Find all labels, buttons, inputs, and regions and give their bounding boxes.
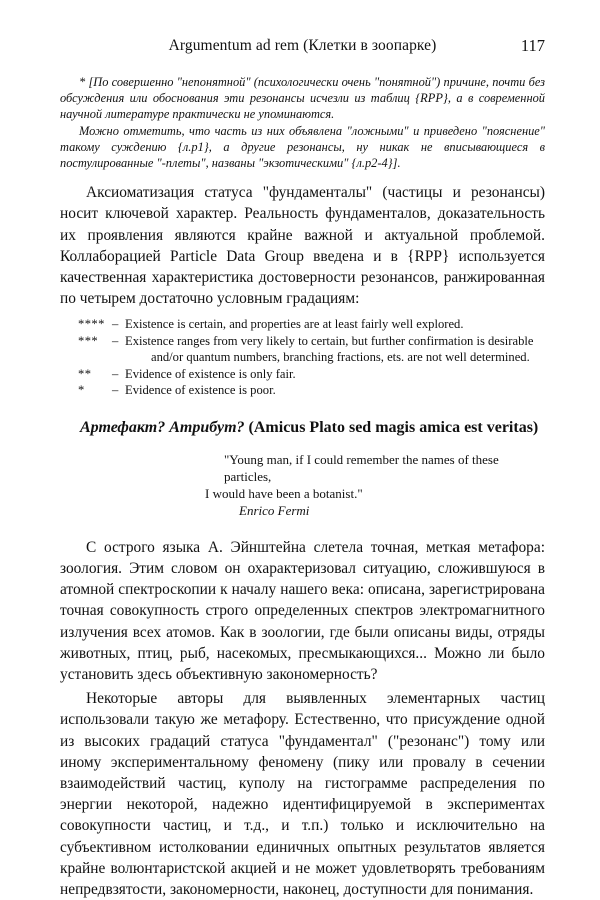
paragraph-authors: Некоторые авторы для выявленных элементарных частиц использовали такую же метафору. Естественно, что присуждение одной из высоких градаций статуса "фундаментал" ("резонанс") тому или иному экспериментальному феномену (пику или провалу в сечении взаимодействий частиц, куполу на гистограмме распределения по энергии некоторой, надежно идентифицируемой в экспериментах совокупности частиц, и т.д., и т.п.) только и исключительно на субъективном истолковании единичных опытных результатов является крайне волюнтаристской акцией и не может удовлетворять требованиям непредвзятости, закономерности, наконец, доступности для понимания.	[60, 690, 545, 899]
grade-row	[60, 316, 545, 332]
text-column	[60, 74, 545, 900]
running-head-title: Argumentum ad rem (Клетки в зоопарке)	[168, 37, 437, 54]
epigraph-line-1: "Young man, if I could remember the names of these particles,	[224, 452, 499, 485]
paragraph-axiomatization: Аксиоматизация статуса "фундаменталы" (частицы и резонансы) носит ключевой характер. Реальность фундаменталов, доказательность их проявления являются крайне важной и актуальной проблемой. Коллаборацией Particle Data Group введена и в {RPP} используется качественная характеристика достоверности резонансов, ранжированная по четырем достаточно условным градациям:	[60, 184, 545, 308]
epigraph-line-2: I would have been a botanist."	[205, 485, 363, 501]
page-number: 117	[520, 36, 545, 55]
grade-row	[60, 382, 545, 398]
epigraph-attribution: Enrico Fermi	[239, 503, 310, 519]
grade-text: Evidence of existence is only fair.	[125, 366, 296, 381]
section-heading	[60, 417, 545, 438]
grade-dash: –	[112, 383, 119, 398]
grade-row	[60, 366, 545, 382]
grade-stars: *	[78, 383, 85, 398]
grade-list	[60, 316, 545, 398]
grade-stars: **	[78, 366, 92, 381]
grade-dash: –	[112, 333, 119, 348]
grade-row	[60, 333, 545, 366]
footnote-paragraph-2: Можно отметить, что часть из них объявлена "ложными" и приведено "пояснение" такому суждению {л.p1}, а другие резонансы, ну никак не вписывающиеся в постулированные "-плеты", названы "экзотическими" {л.p2-4}].	[60, 123, 545, 171]
grade-text-line: Existence ranges from very likely to certain, but further confirmation is desirable	[125, 333, 534, 348]
footnote-paragraph-1: * [По совершенно "непонятной" (психологически очень "понятной") причине, почти без обсуждения или обоснования эти резонансы исчезли из таблиц {RPP}, а в современной научной литературе практически не упоминаются.	[60, 75, 545, 122]
grade-text-continuation: and/or quantum numbers, branching fractions, ets. are not well determined.	[151, 350, 530, 365]
grade-dash: –	[112, 366, 119, 381]
epigraph	[60, 452, 545, 519]
grade-text	[125, 333, 545, 366]
section-heading-cyrillic: Артефакт? Атрибут?	[80, 419, 245, 437]
paragraph-einstein: С острого языка А. Эйнштейна слетела точная, меткая метафора: зоология. Этим словом он охарактеризовал ситуацию, сложившуюся в атомной спектроскопии к началу нашего века: описана, зарегистрирована точная совокупность строго определенных спектров электромагнитного излучения всех атомов. Как в зоологии, где были описаны виды, отряды животных, птиц, рыб, насекомых, пресмыкающихся... Можно ли было установить здесь объективную закономерность?	[60, 538, 545, 684]
footnote-block	[60, 74, 545, 171]
grade-text: Evidence of existence is poor.	[125, 383, 276, 398]
grade-stars: ***	[78, 333, 99, 348]
section-heading-latin: (Amicus Plato sed magis amica est veritas)	[248, 419, 539, 437]
grade-dash: –	[112, 317, 119, 332]
grade-text: Existence is certain, and properties are at least fairly well explored.	[125, 317, 464, 332]
grade-stars: ****	[78, 317, 105, 332]
running-head	[60, 36, 545, 58]
